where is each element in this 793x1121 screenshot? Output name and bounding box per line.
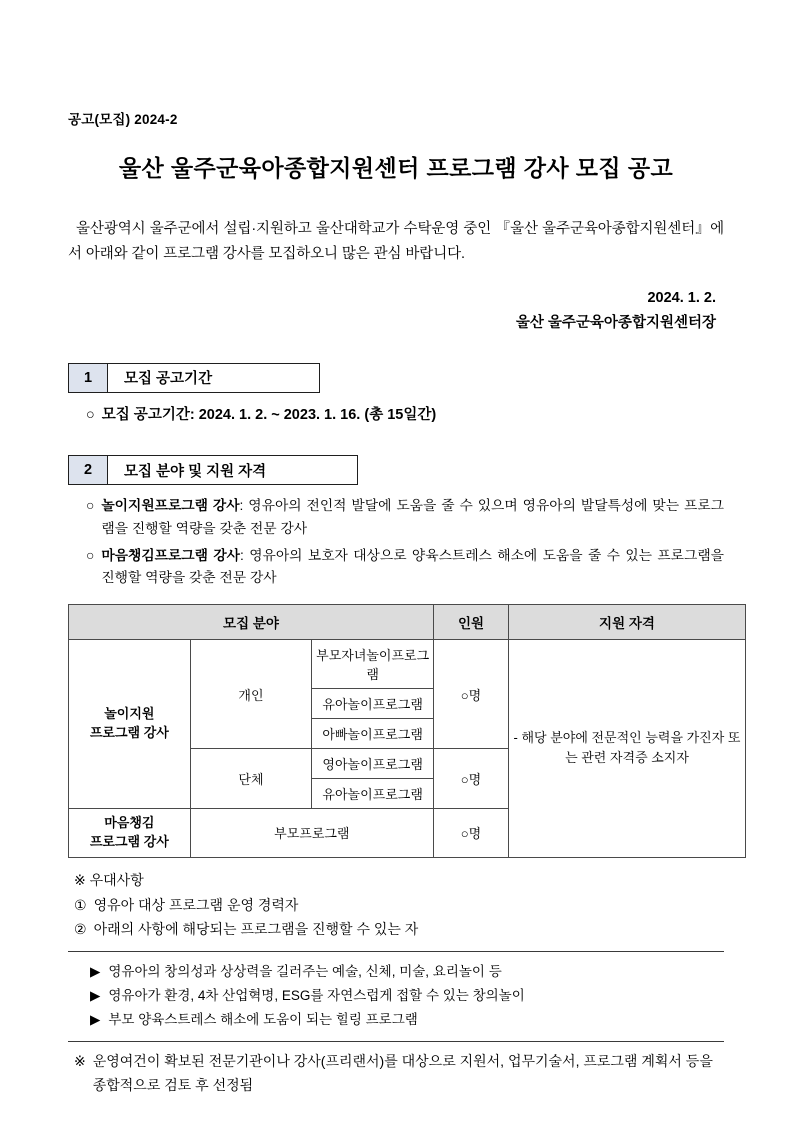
document-content <box>68 108 741 1098</box>
divider-top <box>68 951 724 952</box>
arrow-icon: ▶ <box>90 1011 101 1027</box>
preference-detail-text: 영유아의 창의성과 상상력을 길러주는 예술, 신체, 미술, 요리놀이 등 <box>108 964 502 980</box>
program-name: 영아놀이프로그램 <box>312 749 434 779</box>
preference-heading <box>68 870 724 890</box>
qualification-desc-mind: : 영유아의 보호자 대상으로 양육스트레스 해소에 도움을 줄 수 있는 프로그램을 진행할 역량을 갖춘 전문 강사 <box>101 547 724 586</box>
group-count-mind: ○명 <box>434 809 509 858</box>
preference-detail-text: 영유아가 환경, 4차 산업혁명, ESG를 자연스럽게 접할 수 있는 창의놀이 <box>108 988 525 1004</box>
row-label-mind-line1: 마음챙김 <box>104 815 155 831</box>
group-type-individual: 개인 <box>190 640 312 749</box>
table-row <box>69 640 746 689</box>
program-name: 부모자녀놀이프로그램 <box>312 640 434 689</box>
table-body <box>69 640 746 858</box>
program-name: 유아놀이프로그램 <box>312 779 434 809</box>
issuer-name: 울산 울주군육아종합지원센터장 <box>515 315 716 332</box>
preference-item-text: 아래의 사항에 해당되는 프로그램을 진행할 수 있는 자 <box>93 920 419 937</box>
section-title-1: 모집 공고기간 <box>108 363 320 393</box>
table-header-field: 모집 분야 <box>69 605 434 640</box>
section-1-bullet <box>68 403 724 428</box>
arrow-icon: ▶ <box>90 964 101 980</box>
section-header-2 <box>68 455 724 485</box>
qualification-text-play <box>101 495 724 541</box>
program-name: 부모프로그램 <box>190 809 433 858</box>
preference-detail-1 <box>68 960 724 984</box>
preference-item-2 <box>68 918 724 942</box>
qualification-label-mind: 마음챙김프로그램 강사 <box>101 547 240 563</box>
program-name: 아빠놀이프로그램 <box>312 719 434 749</box>
document-number: 공고(모집) 2024-2 <box>68 112 178 127</box>
row-label-mind-line2: 프로그램 강사 <box>89 833 169 849</box>
recruitment-table <box>68 604 746 858</box>
group-count-individual: ○명 <box>434 640 509 749</box>
table-header-row <box>69 605 746 640</box>
qualification-item-play <box>68 495 724 541</box>
qualification-item-mind <box>68 545 724 591</box>
qualification-text-mind <box>101 545 724 591</box>
bullet-mark: ○ <box>86 547 95 563</box>
row-label-play-line2: 프로그램 강사 <box>89 725 169 741</box>
preference-detail-text: 부모 양육스트레스 해소에 도움이 되는 힐링 프로그램 <box>108 1011 418 1027</box>
bullet-text: 모집 공고기간: 2024. 1. 2. ~ 2023. 1. 16. (총 15일간) <box>101 406 437 423</box>
preference-item-mark: ② <box>74 920 87 937</box>
preference-detail-3 <box>68 1008 724 1032</box>
bullet-mark: ○ <box>86 498 95 514</box>
arrow-icon: ▶ <box>90 988 101 1004</box>
qualification-label-play: 놀이지원프로그램 강사 <box>101 498 240 514</box>
section-header-1 <box>68 363 724 393</box>
preference-mark: ※ <box>74 871 86 888</box>
divider-bottom <box>68 1041 724 1042</box>
section-number-2: 2 <box>68 455 108 485</box>
bullet-mark: ○ <box>86 406 95 423</box>
table-head <box>69 605 746 640</box>
row-label-play <box>69 640 191 809</box>
footer-text: 운영여건이 확보된 전문기관이나 강사(프리랜서)를 대상으로 지원서, 업무기술서, 프로그램 계획서 등을 종합적으로 검토 후 선정됨 <box>92 1053 713 1094</box>
qualification-cell: - 해당 분야에 전문적인 능력을 가진자 또는 관련 자격증 소지자 <box>509 640 746 858</box>
qualification-desc-play: : 영유아의 전인적 발달에 도움을 줄 수 있으며 영유아의 발달특성에 맞는 프로그램을 진행할 역량을 갖춘 전문 강사 <box>101 498 724 536</box>
section-title-2: 모집 분야 및 지원 자격 <box>108 455 358 485</box>
group-count-group: ○명 <box>434 749 509 809</box>
row-label-play-line1: 놀이지원 <box>104 706 155 722</box>
section-number-1: 1 <box>68 363 108 393</box>
group-type-group: 단체 <box>190 749 312 809</box>
issue-date: 2024. 1. 2. <box>647 289 716 306</box>
preference-item-1 <box>68 894 724 918</box>
intro-paragraph: 울산광역시 울주군에서 설립·지원하고 울산대학교가 수탁운영 중인 『울산 울주군육아종합지원센터』에서 아래와 같이 프로그램 강사를 모집하오니 많은 관심 바랍니다. <box>68 221 724 263</box>
preference-item-mark: ① <box>74 896 87 913</box>
table-header-qualification: 지원 자격 <box>509 605 746 640</box>
preference-item-text: 영유아 대상 프로그램 운영 경력자 <box>93 896 299 913</box>
footer-mark: ※ <box>74 1053 86 1070</box>
table-header-count: 인원 <box>434 605 509 640</box>
preference-detail-2 <box>68 984 724 1008</box>
row-label-mind <box>69 809 191 858</box>
preference-title: 우대사항 <box>89 871 144 888</box>
page-title: 울산 울주군육아종합지원센터 프로그램 강사 모집 공고 <box>118 155 674 181</box>
program-name: 유아놀이프로그램 <box>312 689 434 719</box>
footer-note <box>68 1050 724 1098</box>
signature-block <box>68 286 716 337</box>
